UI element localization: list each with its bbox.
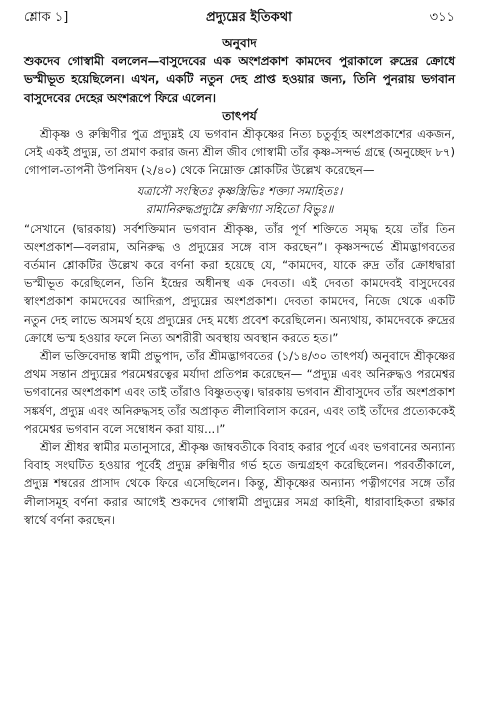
purport-paragraph: “সেখানে (দ্বারকায়) সর্বশক্তিমান ভগবান শ্রীকৃষ্ণ, তাঁর পূর্ণ শক্তিতে সমৃদ্ধ হয়ে তাঁর তিন অংশপ্রকাশ—বলরাম, অনিরুদ্ধ ও প্রদ্যুম্নের সঙ্গে বাস করছেন”। কৃষ্ণসন্দর্ভে শ্রীমদ্ভাগবতের বর্তমান শ্লোকটির উল্লেখ করে বর্ণনা করা হয়েছে যে, “কামদেব, যাকে রুদ্র তাঁর ক্রোধদ্বারা ভস্মীভূত করেছিলেন, তিনি ইন্দ্রের অধীনস্থ এক দেবতা। এই দেবতা কামদেবই বাসুদেবের স্বাংশপ্রকাশ কামদেবের আদিরূপ, প্রদ্যুম্নের অংশপ্রকাশ। দেবতা কামদেব, নিজে থেকে একটি নতুন দেহ লাভে অসমর্থ হয়ে প্রদ্যুম্নের দেহ মধ্যে প্রবেশ করেছিলেন। অন্যথায়, কামদেবকে রুদ্রের ক্রোধে ভস্ম হওয়ার ফলে নিত্য অশরীরী অবস্থায় অবস্থান করতে হত।” (24, 221, 455, 345)
verse-reference: শ্লোক ১] (24, 9, 69, 25)
translation-heading: অনুবাদ (222, 36, 257, 50)
verse-line: যত্রাসৌ সংস্থিতঃ কৃষ্ণস্ত্রিভিঃ শক্ত্যা সমাহিতঃ। (136, 183, 343, 198)
sanskrit-verse (24, 182, 455, 218)
running-head (24, 8, 455, 28)
page-body (24, 34, 455, 529)
purport-paragraph: শ্রীকৃষ্ণ ও রুক্মিণীর পুত্র প্রদ্যুম্নই যে ভগবান শ্রীকৃষ্ণের নিত্য চতুর্ব্যূহ অংশপ্রকাশের একজন, সেই একই প্রদ্যুম্ন, তা প্রমাণ করার জন্য শ্রীল জীব গোস্বামী তাঁর কৃষ্ণ-সন্দর্ভ গ্রন্থে (অনুচ্ছেদ ৮৭) গোপাল-তাপনী উপনিষদ (২/৪০) থেকে নিম্নোক্ত শ্লোকটির উল্লেখ করেছেন— (24, 127, 455, 178)
purport-paragraph: শ্রীল ভক্তিবেদান্ত স্বামী প্রভুপাদ, তাঁর শ্রীমদ্ভাগবতের (১/১৪/৩০ তাৎপর্য) অনুবাদে শ্রীকৃষ্ণের প্রথম সন্তান প্রদ্যুম্নের পরমেশ্বরত্বের মর্যাদা প্রতিপন্ন করেছেন— “প্রদ্যুম্ন এবং অনিরুদ্ধও পরমেশ্বর ভগবানের অংশপ্রকাশ এবং তাই তাঁরাও বিষ্ণুতত্ত্ব। দ্বারকায় ভগবান শ্রীবাসুদেব তাঁর অংশপ্রকাশ সঙ্কর্ষণ, প্রদ্যুম্ন এবং অনিরুদ্ধসহ তাঁর অপ্রাকৃত লীলাবিলাস করেন, এবং তাই তাঁদের প্রত্যেককেই পরমেশ্বর ভগবান বলে সম্বোধন করা যায়...।” (24, 349, 455, 436)
chapter-title: প্রদ্যুম্নের ইতিকথা (206, 9, 292, 25)
purport-paragraph: শ্রীল শ্রীধর স্বামীর মতানুসারে, শ্রীকৃষ্ণ জাম্ববতীকে বিবাহ করার পূর্বে এবং ভগবানের অন্যান্য বিবাহ সংঘটিত হওয়ার পূর্বেই প্রদ্যুম্ন রুক্মিণীর গর্ভ হতে জন্মগ্রহণ করেছিলেন। পরবর্তীকালে, প্রদ্যুম্ন শম্বরের প্রাসাদ থেকে ফিরে এসেছিলেন। কিন্তু, শ্রীকৃষ্ণের অন্যান্য পত্নীগণের সঙ্গে তাঁর লীলাসমূহ বর্ণনা করার আগেই শুকদেব গোস্বামী প্রদ্যুম্নের সমগ্র কাহিনী, ধারাবাহিকতা রক্ষার স্বার্থে বর্ণনা করছেন। (24, 440, 455, 527)
purport-heading: তাৎপর্য (222, 108, 257, 123)
page-number: ৩১১ (429, 9, 455, 25)
translation-text: শুকদেব গোস্বামী বললেন—বাসুদেবের এক অংশপ্রকাশ কামদেব পুরাকালে রুদ্রের ক্রোধে ভস্মীভূত হয়েছিলেন। এখন, একটি নতুন দেহ প্রাপ্ত হওয়ার জন্য, তিনি পুনরায় ভগবান বাসুদেবের দেহের অংশরূপে ফিরে এলেন। (24, 54, 455, 105)
verse-line: রামানিরুদ্ধপ্রদ্যুম্নৈ রুক্মিণ্যা সহিতো বিভুঃ॥ (145, 201, 334, 216)
